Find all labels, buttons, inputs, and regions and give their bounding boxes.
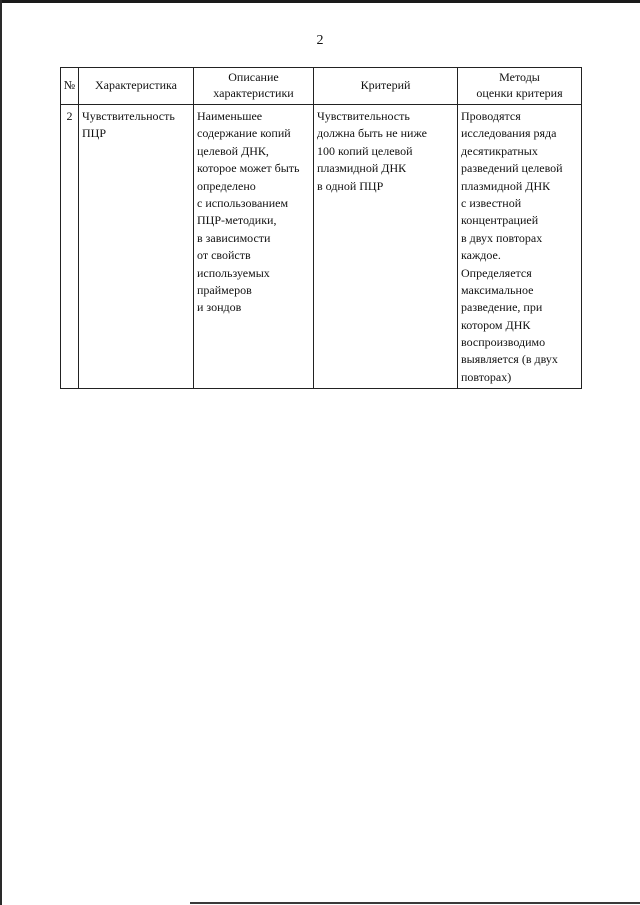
cell-methods-line: каждое. [461, 248, 501, 263]
cell-description-line: и зондов [197, 300, 242, 315]
header-number: № [61, 68, 79, 105]
cell-methods [458, 105, 582, 389]
cell-methods-line: с известной [461, 195, 522, 210]
cell-description [194, 105, 314, 389]
cell-methods-line: исследования ряда [461, 126, 557, 141]
cell-criterion-line: должна быть не ниже [317, 126, 427, 141]
cell-methods-line: котором ДНК [461, 317, 531, 332]
criteria-table [60, 67, 582, 389]
cell-characteristic-line: ПЦР [82, 126, 107, 141]
header-methods [458, 68, 582, 105]
header-methods-line: оценки критерия [476, 86, 563, 100]
header-description-line: характеристики [213, 86, 294, 100]
cell-description-line: содержание копий [197, 126, 291, 141]
cell-methods-line: повторах) [461, 369, 512, 384]
cell-description-line: которое может быть [197, 161, 300, 176]
cell-description-line: целевой ДНК, [197, 143, 269, 158]
cell-methods-line: концентрацией [461, 213, 539, 228]
cell-methods-line: выявляется (в двух [461, 352, 558, 367]
header-description-line: Описание [228, 70, 279, 85]
cell-description-line: от свойств [197, 248, 251, 263]
table-row [61, 105, 582, 389]
table-header-row [61, 68, 582, 105]
cell-description-line: Наименьшее [197, 109, 263, 123]
cell-description-line: в зависимости [197, 230, 271, 245]
scan-left-edge [0, 0, 2, 905]
cell-methods-line: десятикратных [461, 143, 538, 158]
cell-criterion-line: в одной ПЦР [317, 178, 384, 193]
cell-characteristic-line: Чувствительность [82, 109, 175, 123]
cell-criterion-line: Чувствительность [317, 109, 410, 123]
cell-description-line: определено [197, 178, 256, 193]
scan-top-edge [0, 0, 640, 3]
cell-description-line: праймеров [197, 282, 252, 297]
cell-criterion-line: 100 копий целевой [317, 143, 413, 158]
cell-description-line: ПЦР-методики, [197, 213, 277, 228]
cell-methods-line: разведение, при [461, 300, 543, 315]
cell-characteristic [79, 105, 194, 389]
cell-methods-line: в двух повторах [461, 230, 543, 245]
cell-methods-line: плазмидной ДНК [461, 178, 551, 193]
cell-methods-line: Определяется [461, 265, 532, 280]
cell-methods-line: воспроизводимо [461, 335, 546, 350]
header-methods-line: Методы [499, 70, 540, 85]
cell-methods-line: максимальное [461, 282, 534, 297]
header-characteristic: Характеристика [79, 68, 194, 105]
cell-description-line: используемых [197, 265, 270, 280]
cell-criterion [314, 105, 458, 389]
page-number: 2 [316, 33, 324, 48]
scan-bottom-edge [190, 902, 640, 904]
cell-criterion-line: плазмидной ДНК [317, 161, 407, 176]
cell-description-line: с использованием [197, 195, 289, 210]
cell-number: 2 [61, 105, 79, 389]
cell-methods-line: Проводятся [461, 109, 521, 123]
header-criterion: Критерий [314, 68, 458, 105]
cell-methods-line: разведений целевой [461, 161, 563, 176]
header-description [194, 68, 314, 105]
